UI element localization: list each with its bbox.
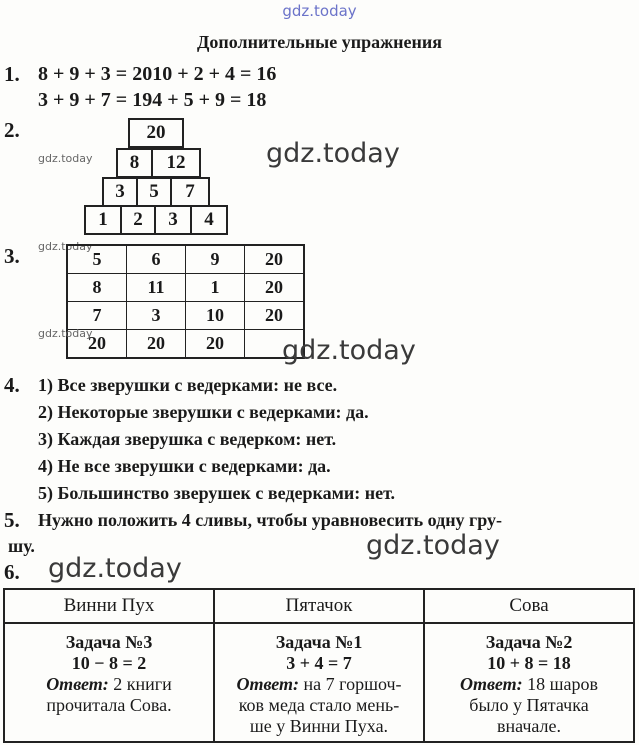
pyramid-cell: 7 [170,177,210,207]
grid-cell: 20 [186,330,245,359]
grid-cell: 6 [127,245,186,274]
watermark: gdz.today [366,530,500,561]
grid-cell: 20 [67,330,127,359]
answer-label: Ответ: [46,674,109,694]
exercise-5-number: 5. [4,508,20,532]
page-title: Дополнительные упражнения [197,32,442,52]
answer-text: ше у Винни Пуха. [249,716,389,736]
exercise-3-grid [66,244,305,359]
exercise-4-item: 2) Некоторые зверушки с ведерками: да. [38,402,369,422]
watermark: gdz.today [282,335,416,366]
grid-cell: 20 [245,245,305,274]
exercise-1-line-1: 8 + 9 + 3 = 2010 + 2 + 4 = 16 [38,63,277,85]
exercise-4-item: 4) Не все зверушки с ведерками: да. [38,456,331,476]
grid-cell: 20 [127,330,186,359]
task-equation: 10 + 8 = 18 [487,653,571,673]
pyramid-cell: 3 [154,205,192,235]
answer-text: ков меда стало мень- [238,695,400,715]
task-equation: 3 + 4 = 7 [286,653,352,673]
watermark-top: gdz.today [282,2,357,20]
exercise-4-item: 3) Каждая зверушка с ведерком: нет. [38,429,337,449]
task-label: Задача №2 [485,632,573,652]
exercise-6-number: 6. [4,560,20,584]
answer-text: было у Пятачка [469,695,589,715]
watermark-small: gdz.today [38,152,93,165]
answer-text: 18 шаров [527,674,598,694]
pyramid-cell: 5 [136,177,172,207]
answer-label: Ответ: [460,674,523,694]
table-header-piglet: Пятачок [214,589,424,623]
exercise-4-item: 1) Все зверушки с ведерками: не все. [38,375,338,395]
exercise-4-item: 5) Большинство зверушек с ведерками: нет. [38,483,396,503]
pyramid-cell: 3 [102,177,138,207]
task-label: Задача №3 [65,632,153,652]
table-header-owl: Сова [424,589,634,623]
grid-cell: 11 [127,274,186,302]
exercise-4-number: 4. [4,373,20,397]
exercise-1-number: 1. [4,62,20,86]
pyramid-cell: 8 [116,148,153,178]
grid-cell: 9 [186,245,245,274]
grid-cell: 7 [67,302,127,330]
answer-text: вначале. [496,716,562,736]
grid-cell: 10 [186,302,245,330]
grid-cell: 20 [245,274,305,302]
table-cell-owl [424,623,634,742]
pyramid-cell: 4 [190,205,228,235]
task-label: Задача №1 [275,632,363,652]
exercise-2-number: 2. [4,118,20,142]
answer-label: Ответ: [236,674,300,694]
grid-cell: 1 [186,274,245,302]
pyramid-cell: 2 [120,205,156,235]
table-header-winnie: Винни Пух [4,589,214,623]
grid-cell: 8 [67,274,127,302]
watermark-small: gdz.today [38,240,93,253]
exercise-1-line-2: 3 + 9 + 7 = 194 + 5 + 9 = 18 [38,89,267,111]
exercise-5-line-1: Нужно положить 4 сливы, чтобы уравновесить одну гру- [38,510,503,530]
grid-cell: 20 [245,302,305,330]
answer-text: 2 книги [113,674,172,694]
grid-cell: 3 [127,302,186,330]
watermark: gdz.today [48,553,182,584]
answer-text: на 7 горшоч- [303,674,402,694]
pyramid-cell: 1 [84,205,122,235]
answer-text: прочитала Сова. [46,695,172,715]
exercise-6-table [3,588,635,743]
table-cell-winnie [4,623,214,742]
pyramid-cell: 12 [151,148,201,178]
watermark: gdz.today [266,138,400,169]
grid-cell: 5 [67,245,127,274]
task-equation: 10 − 8 = 2 [71,653,147,673]
exercise-5-line-2: шу. [8,536,35,556]
watermark-small: gdz.today [38,327,93,340]
pyramid-cell: 20 [128,118,184,148]
exercise-3-number: 3. [4,244,20,268]
table-cell-piglet [214,623,424,742]
